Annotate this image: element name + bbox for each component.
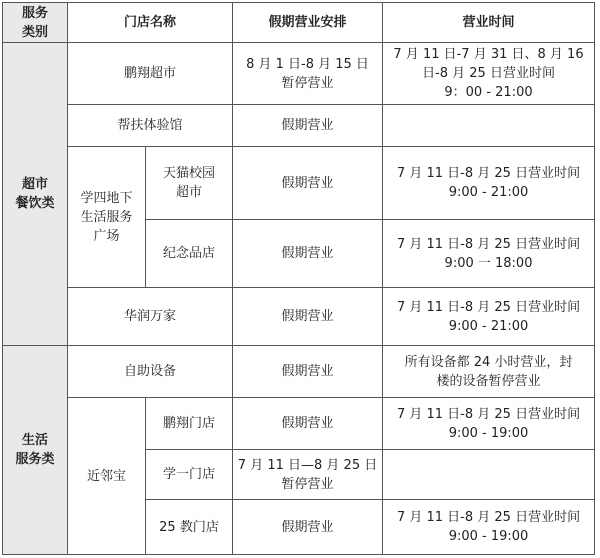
holiday-arrangement: 假期营业 — [233, 398, 383, 450]
business-hours: 7 月 11 日-8 月 25 日营业时间 9:00 - 19:00 — [383, 500, 595, 555]
table-row — [3, 288, 595, 346]
table-row — [3, 147, 595, 220]
holiday-arrangement: 假期营业 — [233, 220, 383, 288]
business-hours: 7 月 11 日-7 月 31 日、8 月 16 日-8 月 25 日营业时间 9：00 - 21:00 — [383, 43, 595, 105]
store-name: 鹏翔门店 — [146, 398, 233, 450]
store-name: 纪念品店 — [146, 220, 233, 288]
header-row — [3, 3, 595, 43]
business-hours: 7 月 11 日-8 月 25 日营业时间 9:00 一 18:00 — [383, 220, 595, 288]
store-name: 自助设备 — [68, 346, 233, 398]
header-category: 服务 类别 — [3, 3, 68, 43]
header-business-hours: 营业时间 — [383, 3, 595, 43]
holiday-arrangement: 7 月 11 日—8 月 25 日 暂停营业 — [233, 450, 383, 500]
header-store-name: 门店名称 — [68, 3, 233, 43]
holiday-arrangement: 假期营业 — [233, 147, 383, 220]
table-row — [3, 398, 595, 450]
store-name: 学一门店 — [146, 450, 233, 500]
holiday-arrangement: 假期营业 — [233, 346, 383, 398]
business-hours: 7 月 11 日-8 月 25 日营业时间 9:00 - 21:00 — [383, 147, 595, 220]
store-name: 鹏翔超市 — [68, 43, 233, 105]
business-hours: 7 月 11 日-8 月 25 日营业时间 9:00 - 19:00 — [383, 398, 595, 450]
category-supermarket: 超市 餐饮类 — [3, 43, 68, 346]
group-jinlinbao: 近邻宝 — [68, 398, 146, 555]
store-name: 天猫校园 超市 — [146, 147, 233, 220]
table-row — [3, 43, 595, 105]
header-holiday-arrangement: 假期营业安排 — [233, 3, 383, 43]
store-name: 华润万家 — [68, 288, 233, 346]
holiday-arrangement: 假期营业 — [233, 288, 383, 346]
business-hours: 所有设备都 24 小时营业，封 楼的设备暂停营业 — [383, 346, 595, 398]
business-hours — [383, 450, 595, 500]
table-row — [3, 346, 595, 398]
holiday-arrangement: 8 月 1 日-8 月 15 日 暂停营业 — [233, 43, 383, 105]
store-name: 25 教门店 — [146, 500, 233, 555]
service-hours-table — [2, 2, 595, 555]
table-row — [3, 105, 595, 147]
category-life-service: 生活 服务类 — [3, 346, 68, 555]
group-xuesi-plaza: 学四地下 生活服务 广场 — [68, 147, 146, 288]
business-hours — [383, 105, 595, 147]
business-hours: 7 月 11 日-8 月 25 日营业时间 9:00 - 21:00 — [383, 288, 595, 346]
holiday-arrangement: 假期营业 — [233, 500, 383, 555]
store-name: 帮扶体验馆 — [68, 105, 233, 147]
holiday-arrangement: 假期营业 — [233, 105, 383, 147]
